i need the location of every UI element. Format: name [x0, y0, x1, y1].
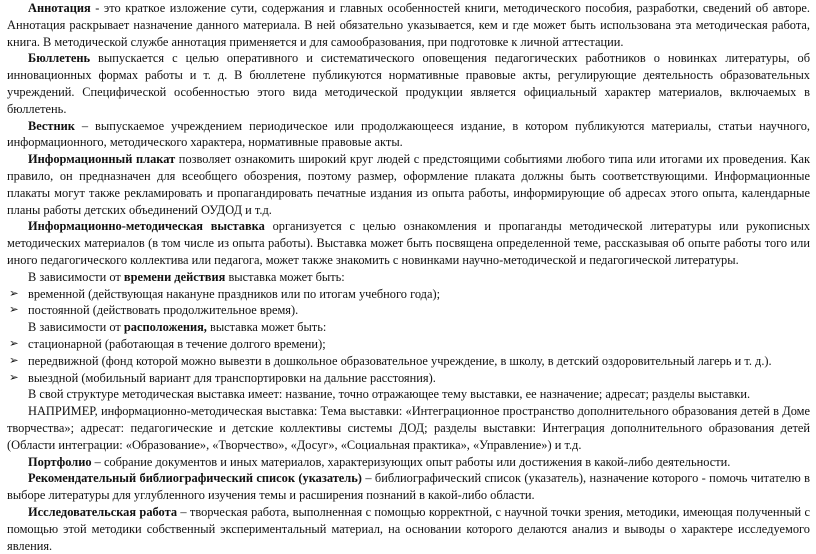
list-item-text: постоянной (действовать продолжительное время). — [28, 303, 299, 318]
by-location-before: В зависимости от — [28, 320, 124, 335]
arrowhead-bullet-icon: ➢ — [9, 287, 19, 300]
text-poster: позволяет ознакомить широкий круг людей с предстоящими событиями любого типа или итогами их проведения. Как правило, он предназначен для всеобщего обозрения, поэтому размер, оформление плаката должны быть соответствующими. Информационные плакаты могут также рекламировать и пропагандировать печатные издания из опыта работы, информирующие об адресах этого опыта, календарные планы работы детских объединений ОУДОД и т.д. — [7, 152, 810, 217]
paragraph-research — [7, 504, 810, 554]
term-herald: Вестник — [28, 118, 75, 133]
term-exhibition: Информационно-методическая выставка — [28, 219, 265, 234]
paragraph-structure: В свой структуре методическая выставка имеет: название, точно отражающее тему выставки, ее назначение; адресат; разделы выставки. — [28, 387, 751, 402]
arrowhead-bullet-icon: ➢ — [9, 304, 19, 317]
text-research: – творческая работа, выполненная с помощью корректной, с научной точки зрения, методики, имеющая полученный с помощью этой методики собственный экспериментальный материал, на основании которого делаются анализ и выводы о характере исследуемого явления. — [7, 504, 810, 553]
list-item-text: передвижной (фонд которой можно вывезти в дошкольное образовательное учреждение, в школу, в детский оздоровительный лагерь и т. д.). — [28, 353, 772, 368]
paragraph-bulletin — [7, 50, 810, 117]
list-item — [7, 302, 810, 319]
list-item — [7, 336, 810, 353]
text-portfolio: – собрание документов и иных материалов, характеризующих опыт работы или достижения в какой-либо деятельности. — [91, 454, 731, 469]
list-item-text: временной (действующая накануне праздников или по итогам учебного года); — [28, 286, 441, 301]
list-by-location — [7, 336, 810, 386]
list-by-time — [7, 286, 810, 320]
text-exhibition: организуется с целью ознакомления и пропаганды методической литературы или рукописных методических материалов (в том числе из опыта работы). Выставка может быть посвящена определенной теме, рассказывая об опыте работы того или иного педагогического коллектива или педагога, может также знакомить с новинками научно-методической и педагогической литературы. — [7, 219, 811, 267]
list-item — [7, 353, 810, 370]
term-poster: Информационный плакат — [28, 152, 176, 167]
arrowhead-bullet-icon: ➢ — [9, 371, 19, 384]
paragraph-by-time — [7, 269, 810, 286]
paragraph-portfolio — [7, 454, 810, 471]
paragraph-biblio — [7, 470, 810, 504]
list-item — [7, 286, 810, 303]
term-annotation: Аннотация — [28, 1, 91, 15]
term-by-location: расположения, — [123, 320, 207, 335]
text-annotation: - это краткое изложение сути, содержания и главных особенностей книги, методического пособия, разработки, сведений об авторе. Аннотация раскрывает назначение данного материала. В ней обязательно указывается, кем и где может быть использована эта методическая работа, книга. В методической службе аннотация применяется и для самообразования, при подготовке к личной аттестации. — [7, 1, 810, 49]
by-time-before: В зависимости от — [28, 269, 124, 284]
list-item-text: выездной (мобильный вариант для транспортировки на дальние расстояния). — [28, 370, 436, 385]
term-by-time: времени действия — [123, 269, 226, 284]
by-location-after: выставка может быть: — [206, 320, 327, 335]
text-herald: – выпускаемое учреждением периодическое или продолжающееся издание, в котором публикуются материалы, статьи научного, информационного, методического характера, нормативные правовые акты. — [7, 118, 810, 150]
paragraph-example: НАПРИМЕР, информационно-методическая выставка: Тема выставки: «Интеграционное пространство дополнительного образования детей в Доме творчества»; адресат: педагогические и детские коллективы системы ДОД; разделы выставки: Интеграция дополнительного образования детей (Области интеграции: «Образование», «Творчество», «Досуг», «Социальная практика», «Управление») и т.д. — [7, 404, 810, 452]
paragraph-exhibition — [7, 218, 810, 268]
by-time-after: выставка может быть: — [225, 269, 345, 284]
arrowhead-bullet-icon: ➢ — [9, 354, 19, 367]
arrowhead-bullet-icon: ➢ — [9, 337, 19, 350]
text-bulletin: выпускается с целью оперативного и систематического оповещения педагогических работников о новинках литературы, об инновационных формах работы и т. д. В бюллетене публикуются нормативные правовые акты, регулирующие деятельность образовательных учреждений. Специфической особенностью этого вида методической продукции является официальный характер материалов, включаемых в бюллетень. — [7, 51, 810, 116]
list-item-text: стационарной (работающая в течение долгого времени); — [28, 336, 326, 351]
paragraph-herald — [7, 118, 810, 152]
term-research: Исследовательская работа — [28, 504, 178, 519]
list-item — [7, 370, 810, 387]
term-portfolio: Портфолио — [28, 454, 92, 469]
term-biblio: Рекомендательный библиографический список (указатель) — [28, 471, 362, 486]
paragraph-by-location — [7, 319, 810, 336]
term-bulletin: Бюллетень — [28, 51, 91, 66]
paragraph-annotation — [7, 0, 810, 50]
paragraph-poster — [7, 151, 810, 218]
text-biblio: – библиографический список (указатель), назначение которого - помочь читателю в выборе литературы для углубленного изучения темы и расширения познаний в какой-либо области. — [7, 471, 810, 503]
